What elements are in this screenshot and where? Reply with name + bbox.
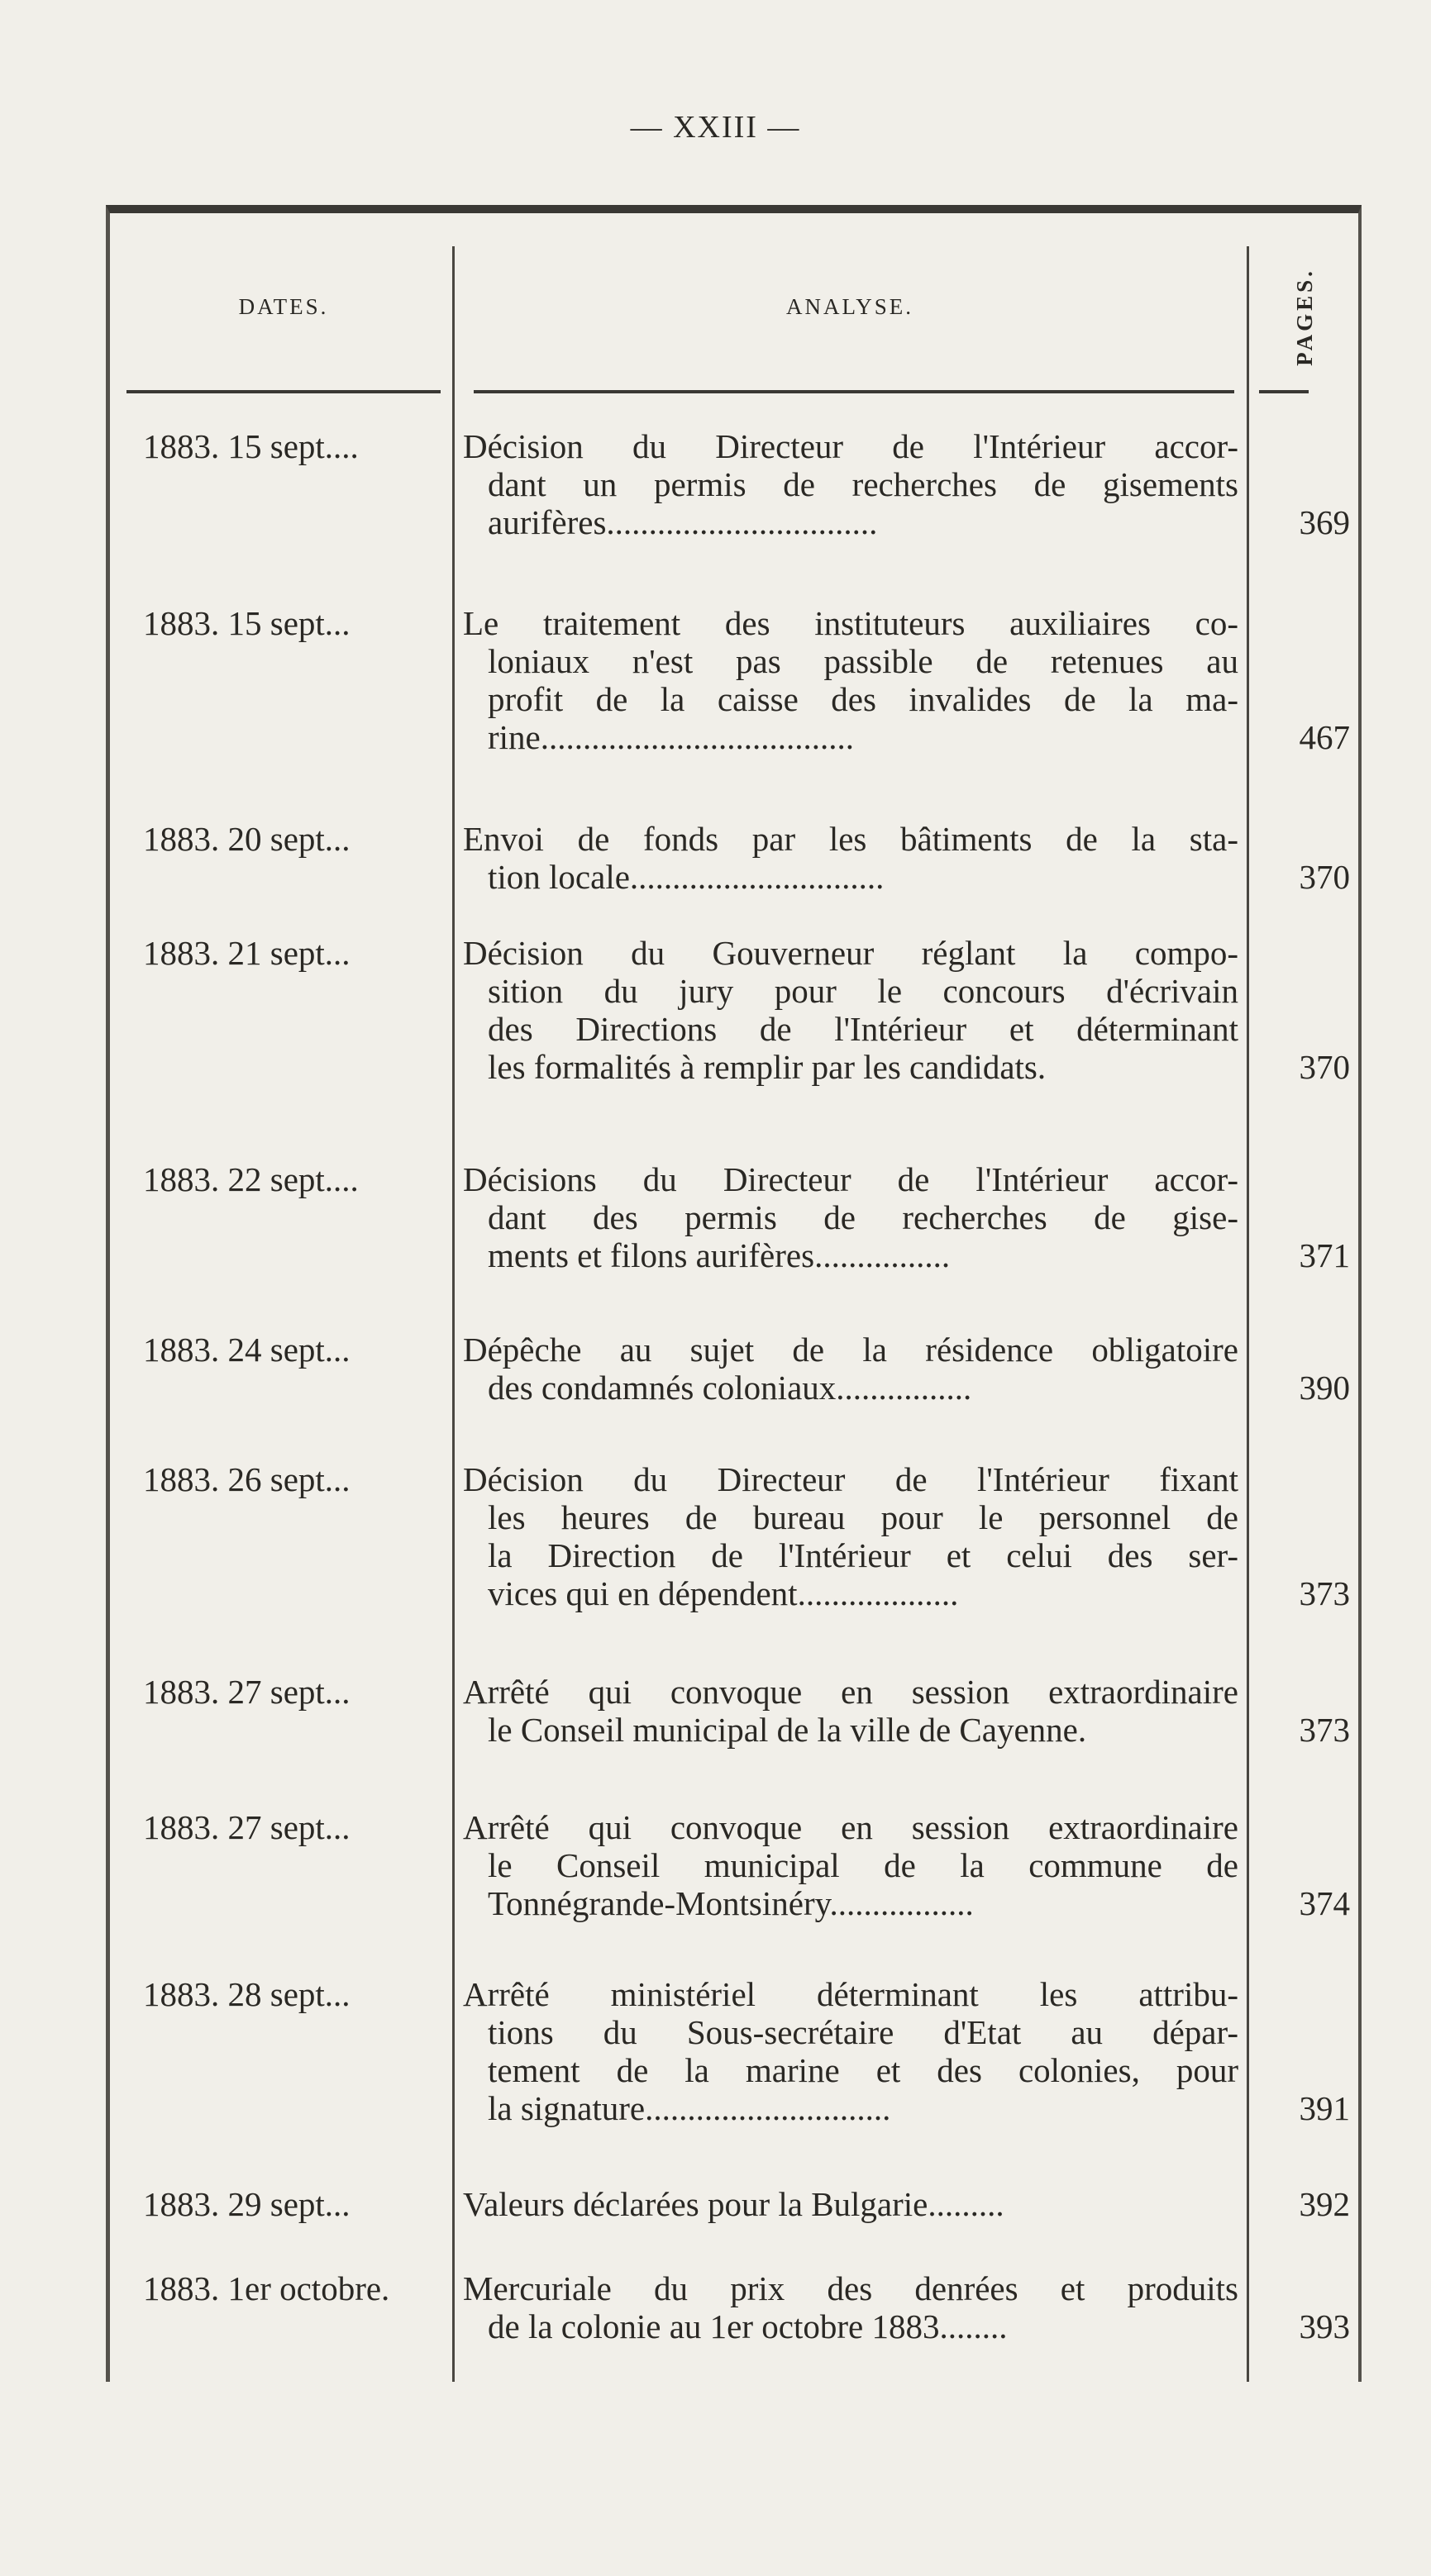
column-header-pages [1259, 255, 1350, 379]
column-header-analyse: ANALYSE. [785, 294, 914, 319]
analysis-line: la Direction de l'Intérieur et celui des ser- [488, 1536, 1238, 1574]
column-header-pages-label: PAGES. [1291, 267, 1317, 366]
analysis-line: de la colonie au 1er octobre 1883........ [488, 2307, 1008, 2345]
analysis-line: Décision du Directeur de l'Intérieur accor- [463, 427, 1238, 465]
analysis-line: le Conseil municipal de la commune de [488, 1846, 1238, 1884]
analysis-line: rine..................................... [488, 718, 854, 756]
entry-page: 467 [1299, 718, 1350, 756]
analysis-line: aurifères................................ [488, 503, 878, 541]
analysis-line: Valeurs déclarées pour la Bulgarie......... [463, 2185, 1004, 2223]
header-rule [126, 390, 441, 393]
analysis-line: Arrêté qui convoque en session extraordinaire [463, 1673, 1238, 1711]
entry-date: 1883. 24 sept... [143, 1331, 351, 1369]
entry-page: 371 [1299, 1236, 1350, 1274]
entry-analysis [463, 1460, 1238, 1612]
entry-date: 1883. 21 sept... [143, 934, 351, 972]
analysis-line: la signature............................. [488, 2089, 891, 2127]
analysis-line: Décision du Gouverneur réglant la compo- [463, 934, 1238, 972]
analysis-line: Arrêté ministériel déterminant les attribu- [463, 1975, 1238, 2013]
analysis-line: Tonnégrande-Montsinéry................. [488, 1884, 974, 1922]
analysis-line: tions du Sous-secrétaire d'Etat au dépar- [488, 2013, 1238, 2051]
analysis-line: Dépêche au sujet de la résidence obligatoire [463, 1331, 1238, 1369]
analysis-line: profit de la caisse des invalides de la ma- [488, 680, 1238, 718]
analysis-line: Envoi de fonds par les bâtiments de la sta- [463, 820, 1238, 858]
analysis-line: Décision du Directeur de l'Intérieur fixant [463, 1460, 1238, 1498]
entry-page: 390 [1299, 1369, 1350, 1407]
analysis-line: loniaux n'est pas passible de retenues au [488, 642, 1238, 680]
entry-date: 1883. 28 sept... [143, 1975, 351, 2013]
analysis-line: Arrêté qui convoque en session extraordinaire [463, 1808, 1238, 1846]
analysis-line: sition du jury pour le concours d'écrivain [488, 972, 1238, 1010]
entry-page: 373 [1299, 1711, 1350, 1749]
analysis-line: tion locale.............................. [488, 858, 885, 896]
entry-page: 391 [1299, 2089, 1350, 2127]
entry-page: 373 [1299, 1574, 1350, 1612]
entry-analysis [463, 604, 1238, 756]
entry-analysis [463, 1331, 1238, 1407]
entry-page: 392 [1299, 2185, 1350, 2223]
analysis-line: Mercuriale du prix des denrées et produits [463, 2269, 1238, 2307]
entry-date: 1883. 15 sept... [143, 604, 351, 642]
entry-analysis [463, 820, 1238, 896]
analysis-line: le Conseil municipal de la ville de Cayenne. [488, 1711, 1087, 1749]
header-rule [474, 390, 1234, 393]
entry-page: 370 [1299, 858, 1350, 896]
entry-page: 370 [1299, 1048, 1350, 1086]
analysis-line: dant des permis de recherches de gise- [488, 1198, 1238, 1236]
column-header-dates: DATES. [238, 294, 329, 319]
entry-analysis [463, 427, 1238, 541]
analysis-line: les heures de bureau pour le personnel de [488, 1498, 1238, 1536]
entry-date: 1883. 27 sept... [143, 1673, 351, 1711]
analysis-line: tement de la marine et des colonies, pour [488, 2051, 1238, 2089]
entry-date: 1883. 20 sept... [143, 820, 351, 858]
analysis-line: les formalités à remplir par les candidats. [488, 1048, 1047, 1086]
entry-date: 1883. 27 sept... [143, 1808, 351, 1846]
analysis-line: des condamnés coloniaux................ [488, 1369, 972, 1407]
entry-page: 374 [1299, 1884, 1350, 1922]
entry-date: 1883. 15 sept.... [143, 427, 359, 465]
analysis-line: des Directions de l'Intérieur et déterminant [488, 1010, 1238, 1048]
entry-analysis [463, 1160, 1238, 1274]
analysis-line: ments et filons aurifères................ [488, 1236, 951, 1274]
entry-date: 1883. 29 sept... [143, 2185, 351, 2223]
entry-analysis [463, 2269, 1238, 2345]
entry-date: 1883. 26 sept... [143, 1460, 351, 1498]
entry-page: 369 [1299, 503, 1350, 541]
analysis-line: Décisions du Directeur de l'Intérieur accor- [463, 1160, 1238, 1198]
entry-analysis [463, 1673, 1238, 1749]
column-divider-dates [452, 246, 455, 2382]
entry-page: 393 [1299, 2307, 1350, 2345]
header-rule [1259, 390, 1309, 393]
column-divider-pages [1247, 246, 1249, 2382]
page-number-header: — XXIII — [630, 110, 801, 145]
entry-analysis [463, 2185, 1238, 2223]
entry-analysis [463, 934, 1238, 1086]
analysis-line: dant un permis de recherches de gisements [488, 465, 1238, 503]
analysis-line: Le traitement des instituteurs auxiliaires co- [463, 604, 1238, 642]
entry-analysis [463, 1975, 1238, 2127]
entry-date: 1883. 22 sept.... [143, 1160, 359, 1198]
entry-date: 1883. 1er octobre. [143, 2269, 390, 2307]
entry-analysis [463, 1808, 1238, 1922]
analysis-line: vices qui en dépendent................... [488, 1574, 959, 1612]
